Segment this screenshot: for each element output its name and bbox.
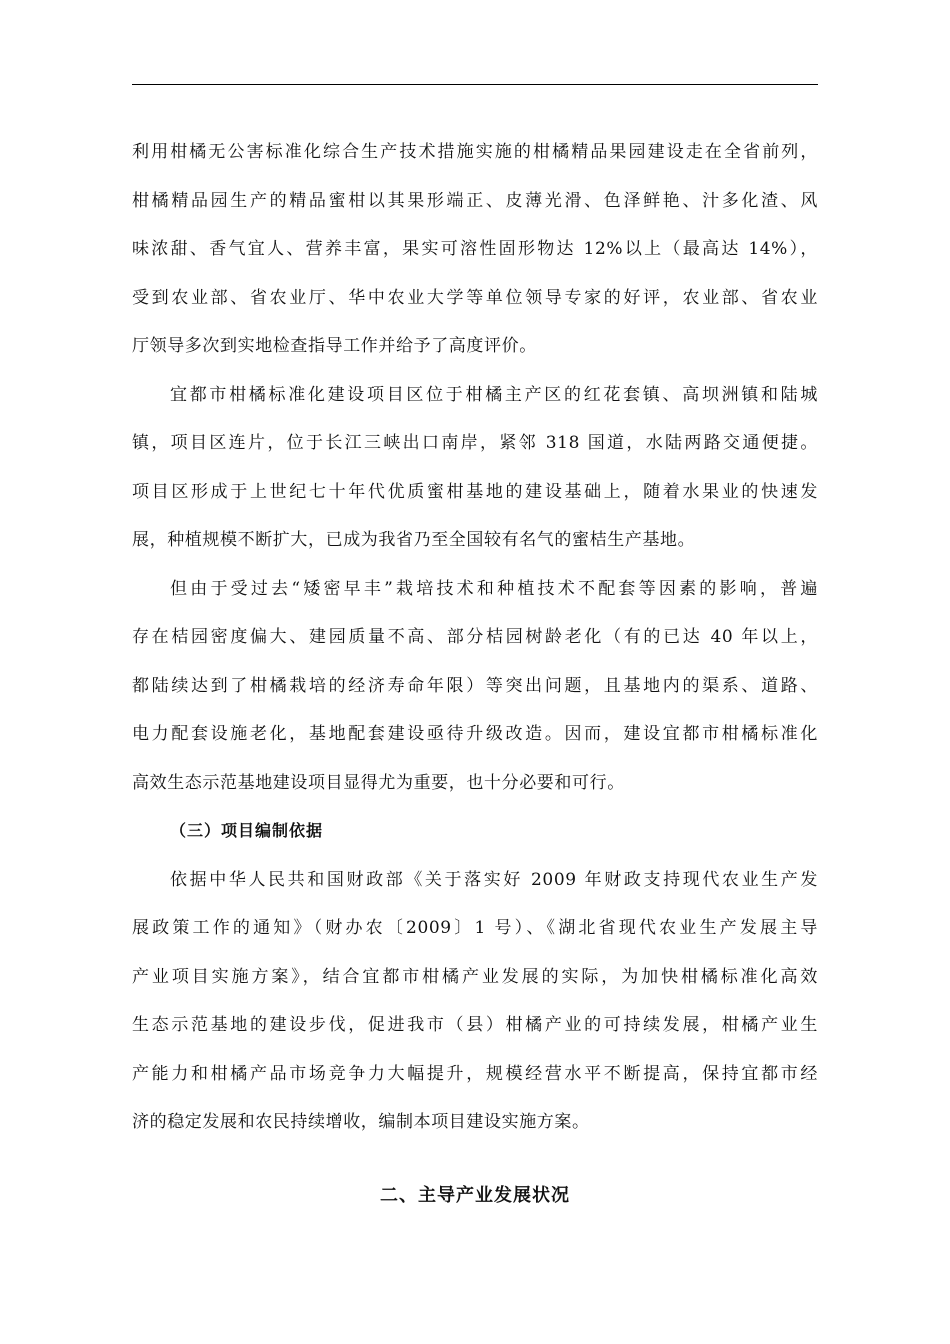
paragraph-3-line: 电力配套设施老化，基地配套建设亟待升级改造。因而，建设宜都市柑橘标准化 [132,724,818,744]
body-text [132,128,818,1147]
paragraph-3-line: 存在桔园密度偏大、建园质量不高、部分桔园树龄老化（有的已达 40 年以上， [132,627,818,647]
paragraph-4-line: 产能力和柑橘产品市场竞争力大幅提升，规模经营水平不断提高，保持宜都市经 [132,1063,818,1084]
paragraph-2-line: 镇，项目区连片，位于长江三峡出口南岸，紧邻 318 国道，水陆两路交通便捷。 [132,433,818,453]
paragraph-1-line: 受到农业部、省农业厅、华中农业大学等单位领导专家的好评，农业部、省农业 [132,287,818,308]
header-rule [132,84,818,85]
paragraph-2-line: 宜都市柑橘标准化建设项目区位于柑橘主产区的红花套镇、高坝洲镇和陆城 [170,384,818,405]
paragraph-2-line: 展，种植规模不断扩大，已成为我省乃至全国较有名气的蜜桔生产基地。 [132,530,696,550]
subheading-project-basis: （三）项目编制依据 [170,821,324,840]
paragraph-2-line: 项目区形成于上世纪七十年代优质蜜柑基地的建设基础上，随着水果业的快速发 [132,481,818,502]
paragraph-4-line: 依据中华人民共和国财政部《关于落实好 2009 年财政支持现代农业生产发 [170,869,818,890]
paragraph-4-line: 产业项目实施方案》，结合宜都市柑橘产业发展的实际，为加快柑橘标准化高效 [132,966,818,987]
paragraph-1-line: 利用柑橘无公害标准化综合生产技术措施实施的柑橘精品果园建设走在全省前列， [132,142,818,162]
paragraph-1-line: 柑橘精品园生产的精品蜜柑以其果形端正、皮薄光滑、色泽鲜艳、汁多化渣、风 [132,190,818,211]
paragraph-3-line: 但由于受过去“矮密早丰”栽培技术和种植技术不配套等因素的影响，普遍 [170,578,818,599]
paragraph-1-line: 味浓甜、香气宜人、营养丰富，果实可溶性固形物达 12%以上（最高达 14%）， [132,239,818,259]
paragraph-4-line: 济的稳定发展和农民持续增收，编制本项目建设实施方案。 [132,1112,590,1132]
paragraph-3-line: 都陆续达到了柑橘栽培的经济寿命年限）等突出问题，且基地内的渠系、道路、 [132,675,818,696]
paragraph-4-line: 生态示范基地的建设步伐，促进我市（县）柑橘产业的可持续发展，柑橘产业生 [132,1015,818,1035]
section-heading: 二、主导产业发展状况 [380,1185,570,1206]
paragraph-4-line: 展政策工作的通知》（财办农〔2009〕1 号）、《湖北省现代农业生产发展主导 [132,918,818,938]
paragraph-1-line: 厅领导多次到实地检查指导工作并给予了高度评价。 [132,336,537,356]
paragraph-3-line: 高效生态示范基地建设项目显得尤为重要，也十分必要和可行。 [132,772,625,793]
